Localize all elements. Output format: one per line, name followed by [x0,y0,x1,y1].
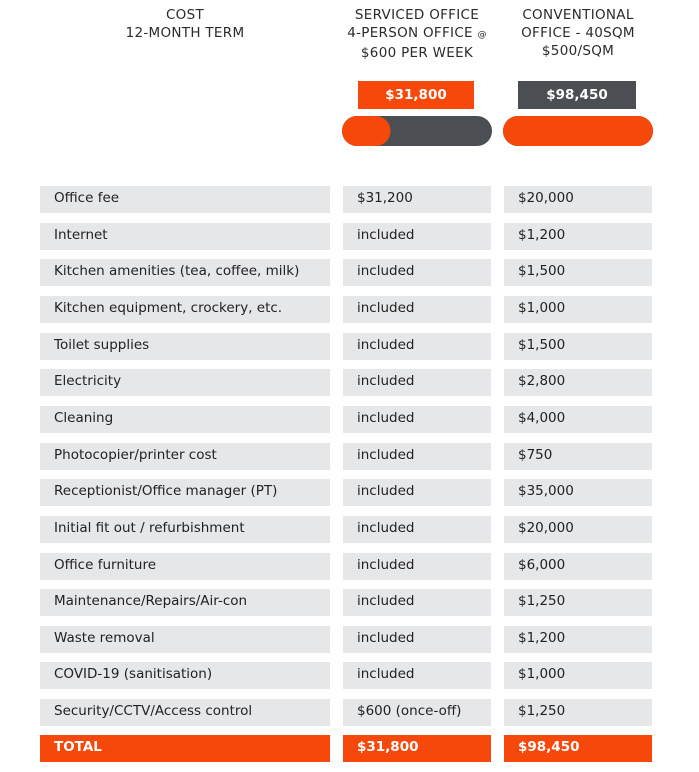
conventional-value: $1,500 [504,333,652,360]
table-row [0,369,699,396]
conventional-value: $1,250 [504,589,652,616]
serviced-column-header [343,6,491,62]
conventional-value: $35,000 [504,479,652,506]
serviced-value: included [343,406,491,433]
cost-label: Receptionist/Office manager (PT) [40,479,330,506]
conventional-value: $1,000 [504,296,652,323]
total-row [0,735,699,762]
cost-label: Electricity [40,369,330,396]
serviced-value: included [343,443,491,470]
table-row [0,259,699,286]
cost-label: COVID-19 (sanitisation) [40,662,330,689]
serviced-value: included [343,259,491,286]
serviced-value: included [343,296,491,323]
conventional-cost-bar [503,116,653,146]
conventional-column-header [504,6,652,60]
cost-label: Initial fit out / refurbishment [40,516,330,543]
conventional-bar-fill [503,116,653,146]
serviced-value: $31,200 [343,186,491,213]
cost-label: Maintenance/Repairs/Air-con [40,589,330,616]
cost-label: Toilet supplies [40,333,330,360]
conventional-total-label: $98,450 [518,81,636,109]
serviced-value: included [343,479,491,506]
conventional-value: $1,500 [504,259,652,286]
cost-title: COST [165,7,205,23]
conventional-line-2: OFFICE - 40SQM [521,25,635,41]
conventional-value: $2,800 [504,369,652,396]
cost-label: Office fee [40,186,330,213]
conventional-value: $1,000 [504,662,652,689]
cost-label: Kitchen equipment, crockery, etc. [40,296,330,323]
serviced-total-label: $31,800 [358,81,474,109]
table-row [0,553,699,580]
cost-label: Photocopier/printer cost [40,443,330,470]
table-row [0,443,699,470]
conventional-value: $6,000 [504,553,652,580]
table-row [0,406,699,433]
table-row [0,699,699,726]
serviced-cost-bar [342,116,492,146]
serviced-line-2-text: 4-PERSON OFFICE [347,25,473,41]
table-row [0,516,699,543]
cost-label: Office furniture [40,553,330,580]
conventional-value: $1,200 [504,223,652,250]
conventional-value: $20,000 [504,516,652,543]
serviced-line-2 [343,24,491,44]
serviced-value: included [343,223,491,250]
cost-label: Waste removal [40,626,330,653]
table-row [0,479,699,506]
serviced-value: included [343,369,491,396]
serviced-value: $31,800 [343,735,491,762]
conventional-line-3: $500/SQM [541,43,615,59]
serviced-value: included [343,662,491,689]
conventional-line-1: CONVENTIONAL [522,7,634,23]
conventional-value: $20,000 [504,186,652,213]
table-row [0,662,699,689]
serviced-value: included [343,589,491,616]
serviced-value: included [343,333,491,360]
cost-column-header [40,6,330,42]
cost-label: Security/CCTV/Access control [40,699,330,726]
conventional-value: $98,450 [504,735,652,762]
conventional-value: $4,000 [504,406,652,433]
serviced-line-3: $600 PER WEEK [360,45,474,61]
cost-label: Kitchen amenities (tea, coffee, milk) [40,259,330,286]
table-row [0,223,699,250]
serviced-value: included [343,626,491,653]
serviced-value: included [343,516,491,543]
serviced-at-sign: @ [477,30,487,40]
serviced-bar-fill [342,116,391,146]
serviced-line-1: SERVICED OFFICE [354,7,480,23]
serviced-value: $600 (once-off) [343,699,491,726]
conventional-value: $750 [504,443,652,470]
conventional-value: $1,200 [504,626,652,653]
serviced-value: included [343,553,491,580]
cost-subtitle: 12-MONTH TERM [125,25,245,41]
table-row [0,333,699,360]
table-row [0,626,699,653]
table-row [0,186,699,213]
cost-label: Internet [40,223,330,250]
conventional-value: $1,250 [504,699,652,726]
cost-label: Cleaning [40,406,330,433]
table-row [0,589,699,616]
cost-label: TOTAL [40,735,330,762]
table-row [0,296,699,323]
